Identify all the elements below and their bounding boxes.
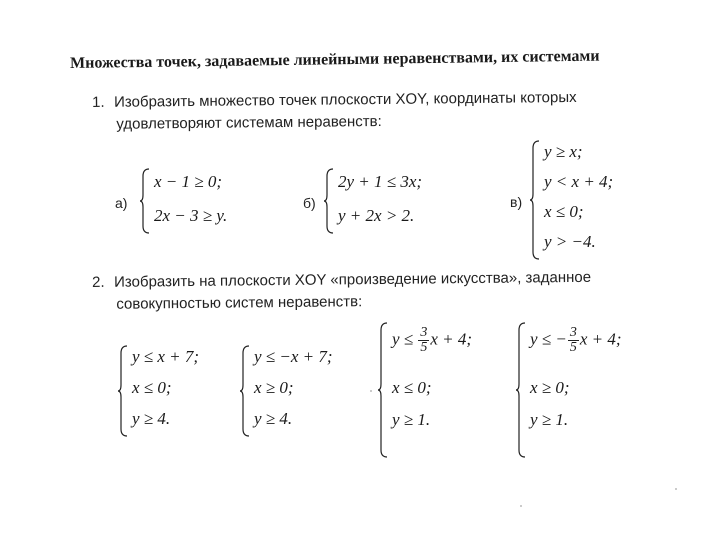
art-system-1-line-3: y ≥ 4. [132, 409, 171, 428]
art-system-3-line-3: y ≥ 1. [392, 410, 431, 429]
art-system-4-prefix: y ≤ − [530, 329, 567, 349]
task-2-line-1: Изобразить на плоскости XOY «произведение искусства», заданное [114, 268, 592, 291]
task-2-line-2: совокупностью систем неравенств: [116, 293, 363, 313]
brace-icon [140, 168, 150, 234]
scan-speck [675, 488, 677, 490]
art-system-1-line-1: y ≤ x + 7; [132, 347, 200, 366]
task-1-line-2: удовлетворяют системам неравенств: [116, 112, 382, 133]
system-a-line-1: x − 1 ≥ 0; [154, 172, 223, 191]
art-system-4-line-3: y ≥ 1. [530, 410, 569, 429]
art-system-4-line-2: x ≥ 0; [530, 378, 570, 397]
fraction-numerator: 3 [569, 325, 577, 340]
art-system-3-line-2: x ≤ 0; [392, 378, 432, 397]
fraction-denominator: 5 [420, 340, 428, 355]
art-system-3-line-1 [392, 326, 472, 355]
system-label-b: б) [303, 195, 316, 211]
task-1-line-1: Изобразить множество точек плоскости XOY, координаты которых [114, 88, 577, 111]
art-system-3-suffix: x + 4; [430, 329, 473, 349]
fraction-denominator: 5 [569, 340, 577, 355]
brace-icon [118, 345, 128, 437]
art-system-4-suffix: x + 4; [579, 329, 622, 349]
brace-icon [240, 345, 250, 437]
system-label-v: в) [510, 194, 523, 210]
art-system-2-line-1: y ≤ −x + 7; [254, 347, 333, 366]
system-v-line-4: y > −4. [544, 232, 596, 251]
brace-icon [378, 322, 388, 458]
scan-speck [370, 390, 372, 392]
brace-icon [516, 322, 526, 458]
system-b-line-2: y + 2x > 2. [338, 206, 415, 225]
task-1-number: 1. [92, 93, 105, 111]
fraction [568, 326, 579, 355]
art-system-2-line-2: x ≥ 0; [254, 378, 294, 397]
task-2-number: 2. [92, 273, 105, 291]
brace-icon [324, 168, 334, 234]
task-2-text [92, 267, 591, 316]
fraction [418, 326, 429, 355]
fraction-numerator: 3 [420, 325, 428, 340]
system-v-line-2: y < x + 4; [544, 172, 614, 191]
system-b-line-1: 2y + 1 ≤ 3x; [338, 172, 423, 191]
art-system-3-prefix: y ≤ [392, 329, 418, 349]
art-system-2-line-3: y ≥ 4. [254, 409, 293, 428]
scan-speck [520, 505, 522, 507]
system-label-a: а) [115, 195, 128, 211]
system-v-line-3: x ≤ 0; [544, 202, 584, 221]
art-system-1-line-2: x ≤ 0; [132, 378, 172, 397]
system-a-line-2: 2x − 3 ≥ y. [154, 206, 228, 225]
system-v-line-1: y ≥ x; [544, 142, 583, 161]
art-system-4-line-1 [530, 326, 622, 355]
page-title: Множества точек, задаваемые линейными неравенствами, их системами [70, 47, 600, 72]
brace-icon [530, 140, 540, 260]
task-1-text [92, 87, 577, 136]
